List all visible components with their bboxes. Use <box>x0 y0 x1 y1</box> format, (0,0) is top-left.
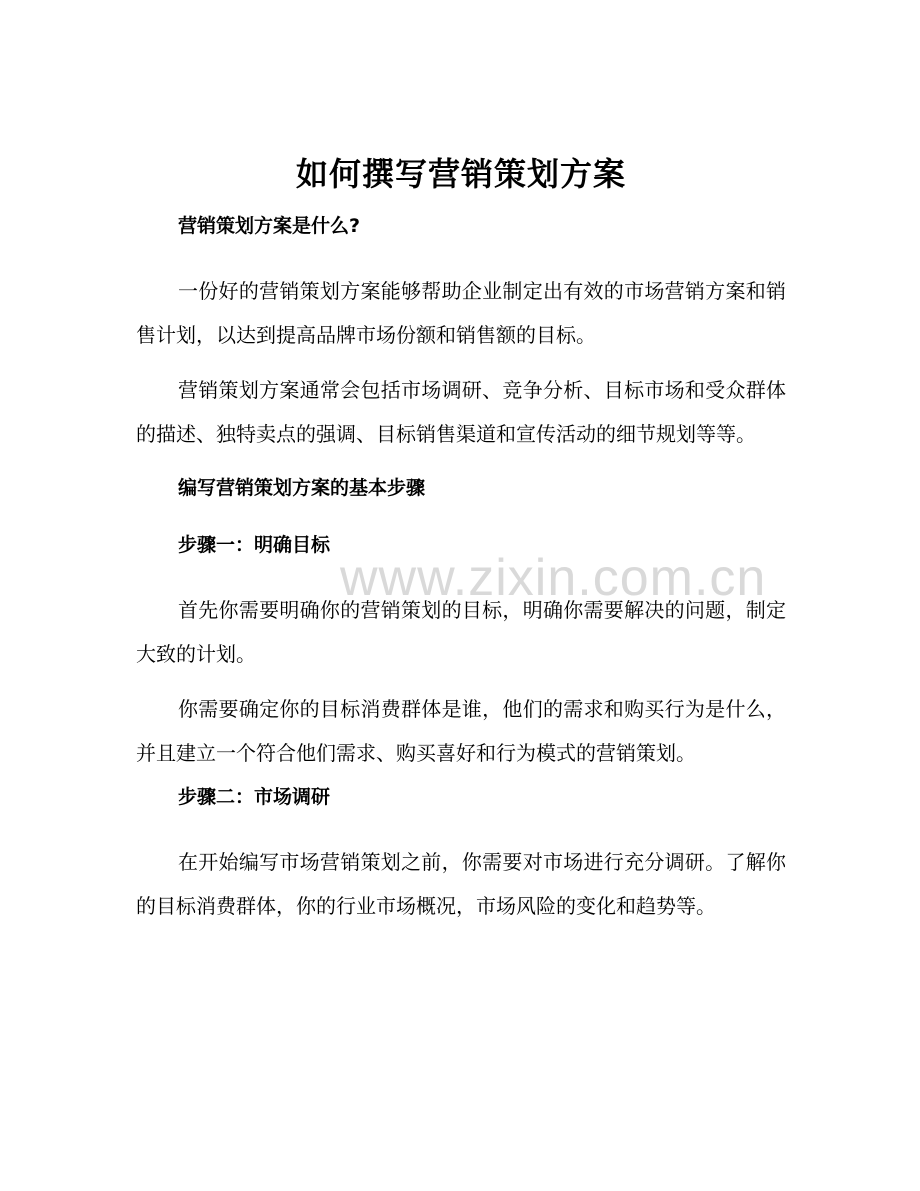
paragraph: 首先你需要明确你的营销策划的目标，明确你需要解决的问题，制定大致的计划。 <box>136 598 786 666</box>
paragraph: 在开始编写市场营销策划之前，你需要对市场进行充分调研。了解你的目标消费群体，你的行业市场概况，市场风险的变化和趋势等。 <box>136 850 786 918</box>
paragraph: 一份好的营销策划方案能够帮助企业制定出有效的市场营销方案和销售计划，以达到提高品牌市场份额和销售额的目标。 <box>136 279 786 347</box>
document-page <box>136 150 786 939</box>
paragraph: 营销策划方案通常会包括市场调研、竞争分析、目标市场和受众群体的描述、独特卖点的强调、目标销售渠道和宣传活动的细节规划等等。 <box>136 378 786 446</box>
document-title: 如何撰写营销策划方案 <box>295 155 626 193</box>
step-heading-1: 步骤一：明确目标 <box>178 534 331 556</box>
section-heading-basic-steps: 编写营销策划方案的基本步骤 <box>178 477 426 499</box>
watermark: www.zixin.com.cn <box>340 549 767 607</box>
section-heading-what-is: 营销策划方案是什么? <box>178 215 361 237</box>
step-heading-2: 步骤二：市场调研 <box>178 786 331 808</box>
paragraph: 你需要确定你的目标消费群体是谁，他们的需求和购买行为是什么，并且建立一个符合他们需求、购买喜好和行为模式的营销策划。 <box>136 697 786 765</box>
